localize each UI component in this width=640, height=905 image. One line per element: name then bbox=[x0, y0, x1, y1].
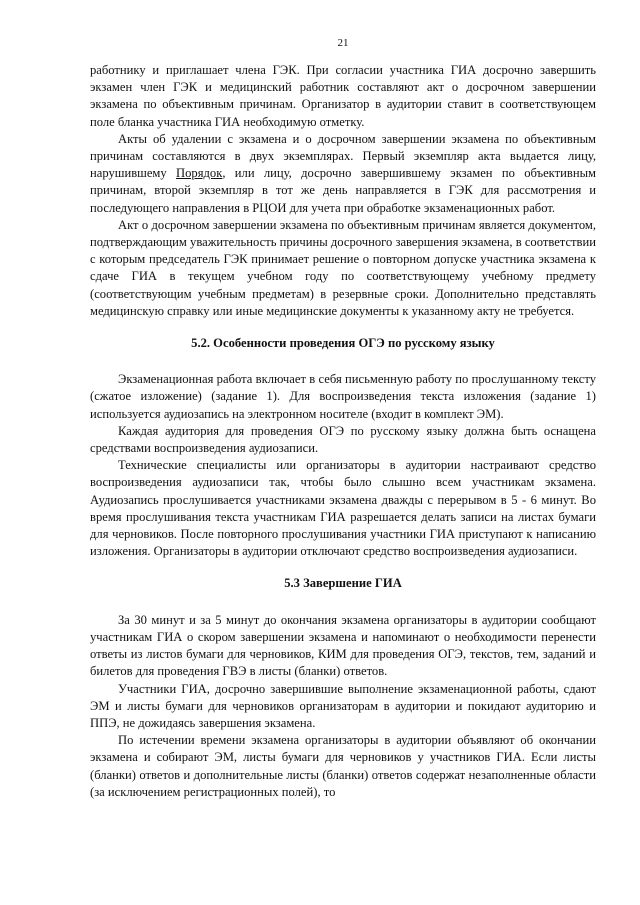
paragraph: По истечении времени экзамена организаторы в аудитории объявляют об окончании экзамена и собирают ЭМ, листы бумаги для черновиков у участников ГИА. Если листы (бланки) ответов и дополнительные листы (бланки) ответов содержат незаполненные области (за исключением регистрационных полей), то bbox=[90, 733, 596, 799]
section-heading-5-3: 5.3 Завершение ГИА bbox=[284, 576, 402, 591]
paragraph-text: Акты об удалении с экзамена и о досрочном завершении экзамена по объективным причинам составляются в двух экземплярах. Первый экземпляр акта выдается лицу, нарушившему bbox=[90, 131, 596, 181]
section-heading-5-2: 5.2. Особенности проведения ОГЭ по русскому языку bbox=[191, 336, 495, 351]
page-number: 21 bbox=[337, 37, 349, 49]
poryadok-link[interactable]: Порядок bbox=[176, 166, 223, 181]
paragraph: Технические специалисты или организаторы в аудитории настраивают средство воспроизведения аудиозаписи так, чтобы было слышно всем участникам экзамена. Аудиозапись прослушивается участниками экзамена дважды с перерывом в 5 - 6 минут. Во время прослушивания текста участникам ГИА разрешается делать записи на листах бумаги для черновиков. После повторного прослушивания участники ГИА приступают к написанию изложения. Организаторы в аудитории отключают средство воспроизведения аудиозаписи. bbox=[90, 458, 596, 559]
paragraph: Акт о досрочном завершении экзамена по объективным причинам является документом, подтверждающим уважительность причины досрочного завершения экзамена, в соответствии с которым председатель ГЭК принимает решение о повторном допуске участника экзамена к сдаче ГИА в текущем учебном году по соответствующему учебному предмету (соответствующим учебным предметам) в резервные сроки. Дополнительно представлять медицинскую справку или иные медицинские документы к указанному акту не требуется. bbox=[90, 217, 596, 318]
paragraph: Экзаменационная работа включает в себя письменную работу по прослушанному тексту (сжатое изложение) (задание 1). Для воспроизведения текста изложения (задание 1) используется аудиозапись на электронном носителе (входит в комплект ЭМ). bbox=[90, 372, 596, 421]
paragraph: Участники ГИА, досрочно завершившие выполнение экзаменационной работы, сдают ЭМ и листы бумаги для черновиков организаторам в аудитории и покидают аудиторию и ППЭ, не дожидаясь завершения экзамена. bbox=[90, 681, 596, 730]
paragraph: За 30 минут и за 5 минут до окончания экзамена организаторы в аудитории сообщают участникам ГИА о скором завершении экзамена и напоминают о необходимости перенести ответы из листов бумаги для черновиков, КИМ для проведения ОГЭ, текстов, тем, заданий и билетов для проведения ГВЭ в листы (бланки) ответов. bbox=[90, 612, 596, 679]
paragraph-text: , или лицу, досрочно завершившему экзамен по объективным причинам, второй экземпляр в тот же день направляется в ГЭК для рассмотрения и последующего направления в РЦОИ для учета при обработке экзаменационных работ. bbox=[90, 166, 596, 215]
paragraph: Каждая аудитория для проведения ОГЭ по русскому языку должна быть оснащена средствами воспроизведения аудиозаписи. bbox=[90, 423, 596, 456]
paragraph: работнику и приглашает члена ГЭК. При согласии участника ГИА досрочно завершить экзамен член ГЭК и медицинский работник составляют акт о досрочном завершении экзамена по объективным причинам. Организатор в аудитории ставит в соответствующем поле бланка участника ГИА необходимую отметку. bbox=[90, 63, 596, 129]
paragraph bbox=[90, 131, 596, 217]
